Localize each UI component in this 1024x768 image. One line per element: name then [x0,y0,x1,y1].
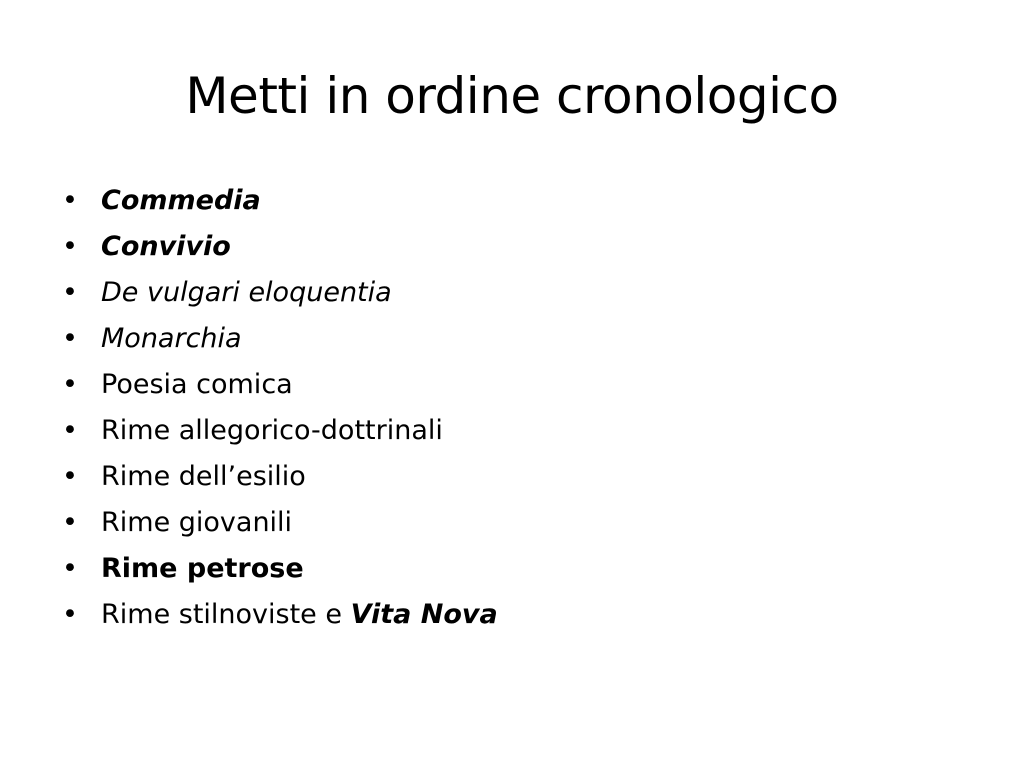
bullet-dot: • [62,277,78,308]
list-item [62,546,498,592]
bullet-dot: • [62,415,78,446]
list-item [62,362,498,408]
list-item-text: Rime petrose [101,553,304,584]
bullet-list [62,178,498,638]
list-item-text: Rime allegorico-dottrinali [101,415,443,446]
list-item [62,500,498,546]
bullet-dot: • [62,461,78,492]
list-item-text: Commedia [101,185,261,216]
slide-title: Metti in ordine cronologico [185,67,839,125]
bullet-dot: • [62,185,78,216]
bullet-dot: • [62,553,78,584]
list-item-text: Vita Nova [350,599,498,630]
list-item-text: Rime dell’esilio [101,461,306,492]
list-item-text: Rime stilnoviste e [101,599,351,630]
list-item [62,224,498,270]
bullet-dot: • [62,599,78,630]
bullet-dot: • [62,323,78,354]
list-item-text: Convivio [101,231,231,262]
list-item [62,178,498,224]
list-item [62,454,498,500]
list-item-text: Poesia comica [101,369,293,400]
list-item [62,408,498,454]
list-item-text: Rime giovanili [101,507,293,538]
bullet-dot: • [62,231,78,262]
list-item [62,270,498,316]
list-item [62,592,498,638]
list-item [62,316,498,362]
bullet-dot: • [62,369,78,400]
list-item-text: Monarchia [101,323,242,354]
list-item-text: De vulgari eloquentia [101,277,392,308]
bullet-dot: • [62,507,78,538]
